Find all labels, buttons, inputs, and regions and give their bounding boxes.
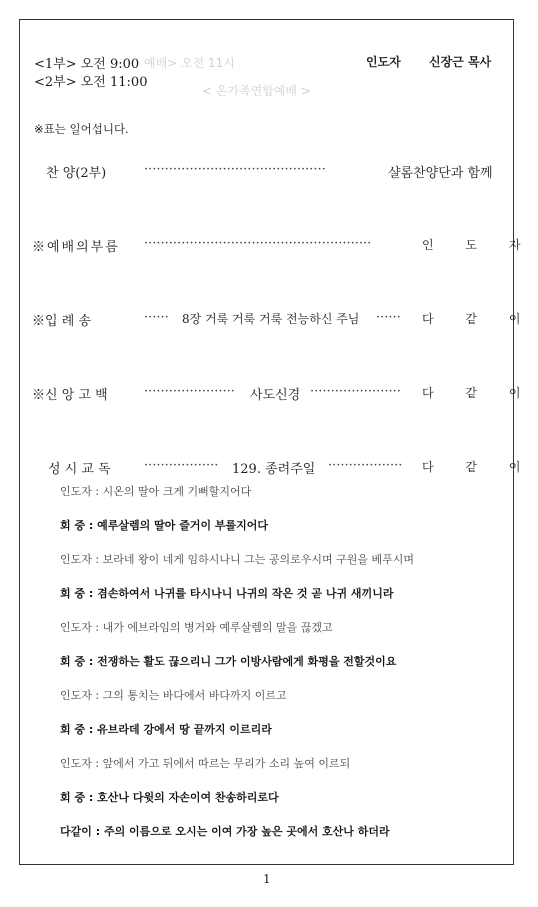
reading-text: 그의 통치는 바다에서 바다까지 이르고 [102, 689, 287, 702]
reading-speaker: 회 중 [60, 519, 86, 532]
leader-label: 인도자 [366, 55, 401, 69]
order-role: 인 도 자 [422, 238, 535, 252]
order-dots: ······················································· [144, 236, 372, 251]
reading-text: 겸손하여서 나귀를 타시나니 나귀의 작은 것 곧 나귀 새끼니라 [97, 587, 394, 600]
reading-speaker: 회 중 [60, 587, 86, 600]
reading-line: 인도자 : 시온의 딸아 크게 기뻐할지어다 [60, 485, 252, 498]
order-dots: ·················· [328, 458, 403, 473]
bulletin-page-frame [19, 19, 535, 865]
leader-name: 신장근 목사 [429, 55, 492, 69]
reading-text: 유브라데 강에서 땅 끝까지 이르리라 [97, 723, 272, 736]
order-label: ※입 례 송 [32, 314, 91, 329]
reading-line: 인도자 : 앞에서 가고 뒤에서 따르는 무리가 소리 높여 이르되 [60, 757, 351, 770]
order-item-confession [32, 384, 108, 403]
reading-line: 회 중 : 전쟁하는 활도 끊으리니 그가 이방사람에게 화평을 전할것이요 [60, 655, 397, 668]
order-label: 성 시 교 독 [48, 462, 111, 477]
order-detail: 8장 거룩 거룩 거룩 전능하신 주님 [182, 312, 360, 326]
reading-line: 회 중 : 겸손하여서 나귀를 타시나니 나귀의 작은 것 곧 나귀 새끼니라 [60, 587, 394, 600]
order-role: 샬롬찬양단과 함께 [388, 166, 493, 181]
reading-text: 내가 에브라임의 병거와 예루살렘의 말을 끊겠고 [102, 621, 333, 634]
order-dots: ······ [376, 310, 401, 325]
order-label: 찬 양(2부) [46, 166, 107, 181]
reading-line: 인도자 : 그의 통치는 바다에서 바다까지 이르고 [60, 689, 287, 702]
reading-line: 회 중 : 유브라데 강에서 땅 끝까지 이르리라 [60, 723, 272, 736]
service-time-second: <2부> 오전 11:00 [34, 75, 148, 90]
reading-text: 앞에서 가고 뒤에서 따르는 무리가 소리 높여 이르되 [102, 757, 351, 770]
reading-line: 인도자 : 내가 에브라임의 병거와 예루살렘의 말을 끊겠고 [60, 621, 333, 634]
reading-speaker: 인도자 [60, 485, 92, 498]
page-number: 1 [263, 872, 271, 886]
order-item-responsive-reading [48, 458, 111, 477]
order-item-processional-hymn [32, 310, 91, 329]
reading-text: 예루살렘의 딸아 즐거이 부를지어다 [97, 519, 269, 532]
reading-line: 회 중 : 예루살렘의 딸아 즐거이 부를지어다 [60, 519, 269, 532]
reading-speaker: 인도자 [60, 757, 92, 770]
order-item-praise [46, 162, 106, 181]
faded-service-label: 예배> 오전 11시 [144, 56, 235, 70]
order-role: 다 같 이 [422, 312, 535, 326]
reading-line: 다같이 : 주의 이름으로 오시는 이여 가장 높은 곳에서 호산나 하더라 [60, 825, 390, 838]
faded-service-title: < 온가족연합예배 > [202, 84, 311, 98]
reading-line: 회 중 : 호산나 다윗의 자손이여 찬송하리로다 [60, 791, 279, 804]
order-detail: 사도신경 [250, 388, 301, 403]
order-dots: ······················ [310, 384, 401, 399]
reading-text: 호산나 다윗의 자손이여 찬송하리로다 [97, 791, 279, 804]
reading-speaker: 회 중 [60, 723, 86, 736]
reading-speaker: 회 중 [60, 655, 86, 668]
order-detail: 129. 종려주일 [232, 462, 316, 477]
order-dots: ·················· [144, 458, 219, 473]
reading-speaker: 인도자 [60, 689, 92, 702]
reading-text: 보라네 왕이 네게 임하시나니 그는 공의로우시며 구원을 베푸시며 [102, 553, 414, 566]
order-label: ※예배의부름 [32, 240, 120, 255]
order-dots: ······ [144, 310, 169, 325]
order-role: 다 같 이 [422, 386, 535, 400]
reading-speaker: 인도자 [60, 553, 92, 566]
reading-text: 주의 이름으로 오시는 이여 가장 높은 곳에서 호산나 하더라 [103, 825, 390, 838]
order-dots: ······················ [144, 384, 235, 399]
standing-note: ※표는 일어섭니다. [34, 122, 129, 136]
reading-speaker: 다같이 [60, 825, 92, 838]
service-time-first: <1부> 오전 9:00 [34, 57, 140, 72]
reading-text: 전쟁하는 활도 끊으리니 그가 이방사람에게 화평을 전할것이요 [97, 655, 397, 668]
reading-text: 시온의 딸아 크게 기뻐할지어다 [102, 485, 252, 498]
reading-speaker: 인도자 [60, 621, 92, 634]
order-role: 다 같 이 [422, 460, 535, 474]
reading-line: 인도자 : 보라네 왕이 네게 임하시나니 그는 공의로우시며 구원을 베푸시며 [60, 553, 414, 566]
order-label: ※신 앙 고 백 [32, 388, 108, 403]
reading-speaker: 회 중 [60, 791, 86, 804]
order-dots: ············································ [144, 162, 326, 177]
order-item-call-to-worship [32, 236, 120, 255]
